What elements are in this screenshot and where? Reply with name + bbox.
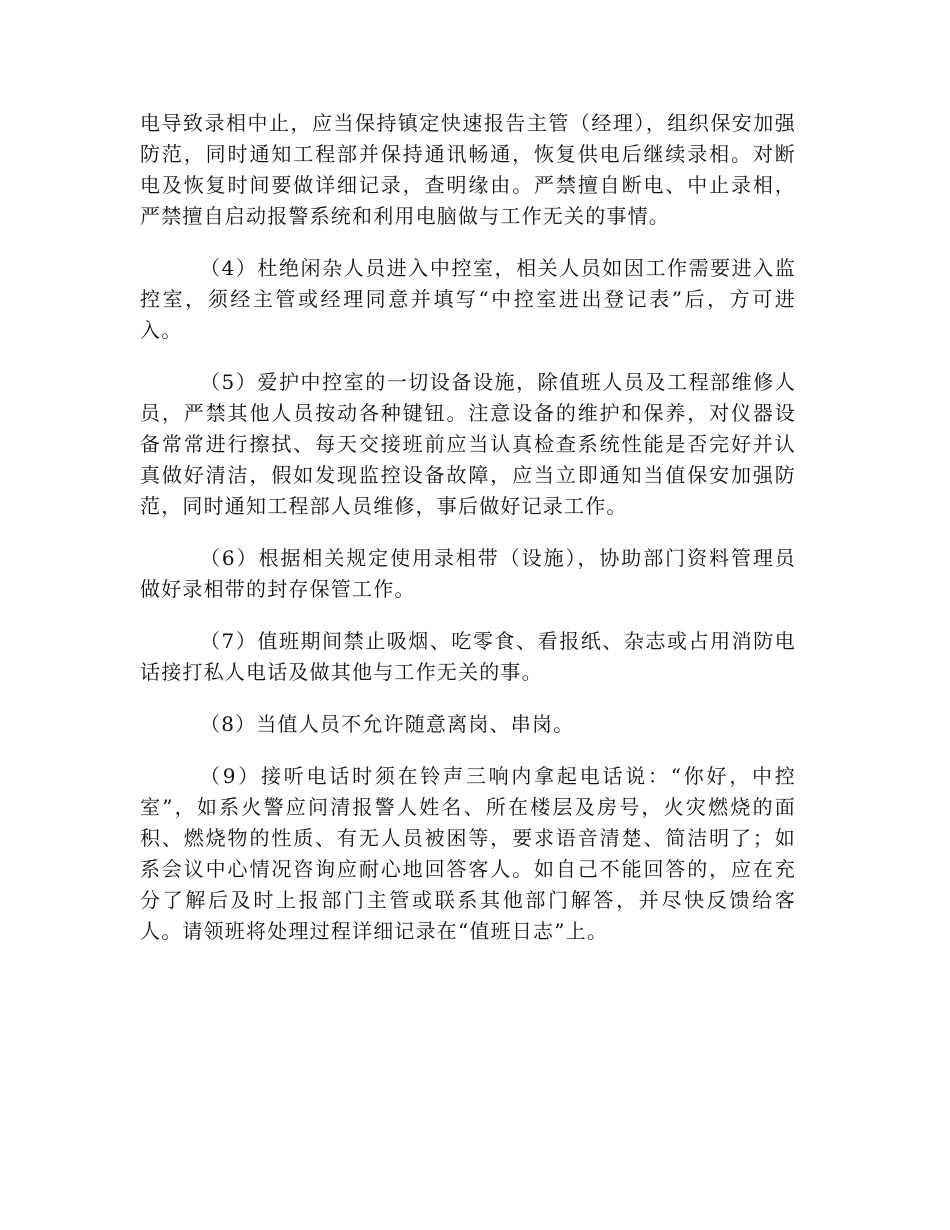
paragraph-item-4: （4）杜绝闲杂人员进入中控室，相关人员如因工作需要进入监控室，须经主管或经理同意并填写“中控室进出登记表”后，方可进入。 <box>140 256 796 342</box>
paragraph-item-7: （7）值班期间禁止吸烟、吃零食、看报纸、杂志或占用消防电话接打私人电话及做其他与工作无关的事。 <box>140 629 796 684</box>
paragraph-continuation: 电导致录相中止，应当保持镇定快速报告主管（经理），组织保安加强防范，同时通知工程部并保持通讯畅通，恢复供电后继续录相。对断电及恢复时间要做详细记录，查明缘由。严禁擅自断电、中止录相，严禁擅自启动报警系统和利用电脑做与工作无关的事情。 <box>140 111 796 228</box>
paragraph-item-5: （5）爱护中控室的一切设备设施，除值班人员及工程部维修人员，严禁其他人员按动各种键钮。注意设备的维护和保养，对仪器设备常常进行擦拭、每天交接班前应当认真检查系统性能是否完好并认真做好清洁，假如发现监控设备故障，应当立即通知当值保安加强防范，同时通知工程部人员维修，事后做好记录工作。 <box>140 370 796 518</box>
paragraph-item-8: （8）当值人员不允许随意离岗、串岗。 <box>200 712 575 736</box>
document-page <box>140 108 796 968</box>
paragraph-item-9: （9）接听电话时须在铃声三响内拿起电话说：“你好，中控室”，如系火警应问清报警人姓名、所在楼层及房号，火灾燃烧的面积、燃烧物的性质、有无人员被困等，要求语音清楚、简洁明了；如系会议中心情况咨询应耐心地回答客人。如自己不能回答的，应在充分了解后及时上报部门主管或联系其他部门解答，并尽快反馈给客人。请领班将处理过程详细记录在“值班日志”上。 <box>140 764 796 943</box>
paragraph-item-6: （6）根据相关规定使用录相带（设施），协助部门资料管理员做好录相带的封存保管工作。 <box>140 546 796 601</box>
